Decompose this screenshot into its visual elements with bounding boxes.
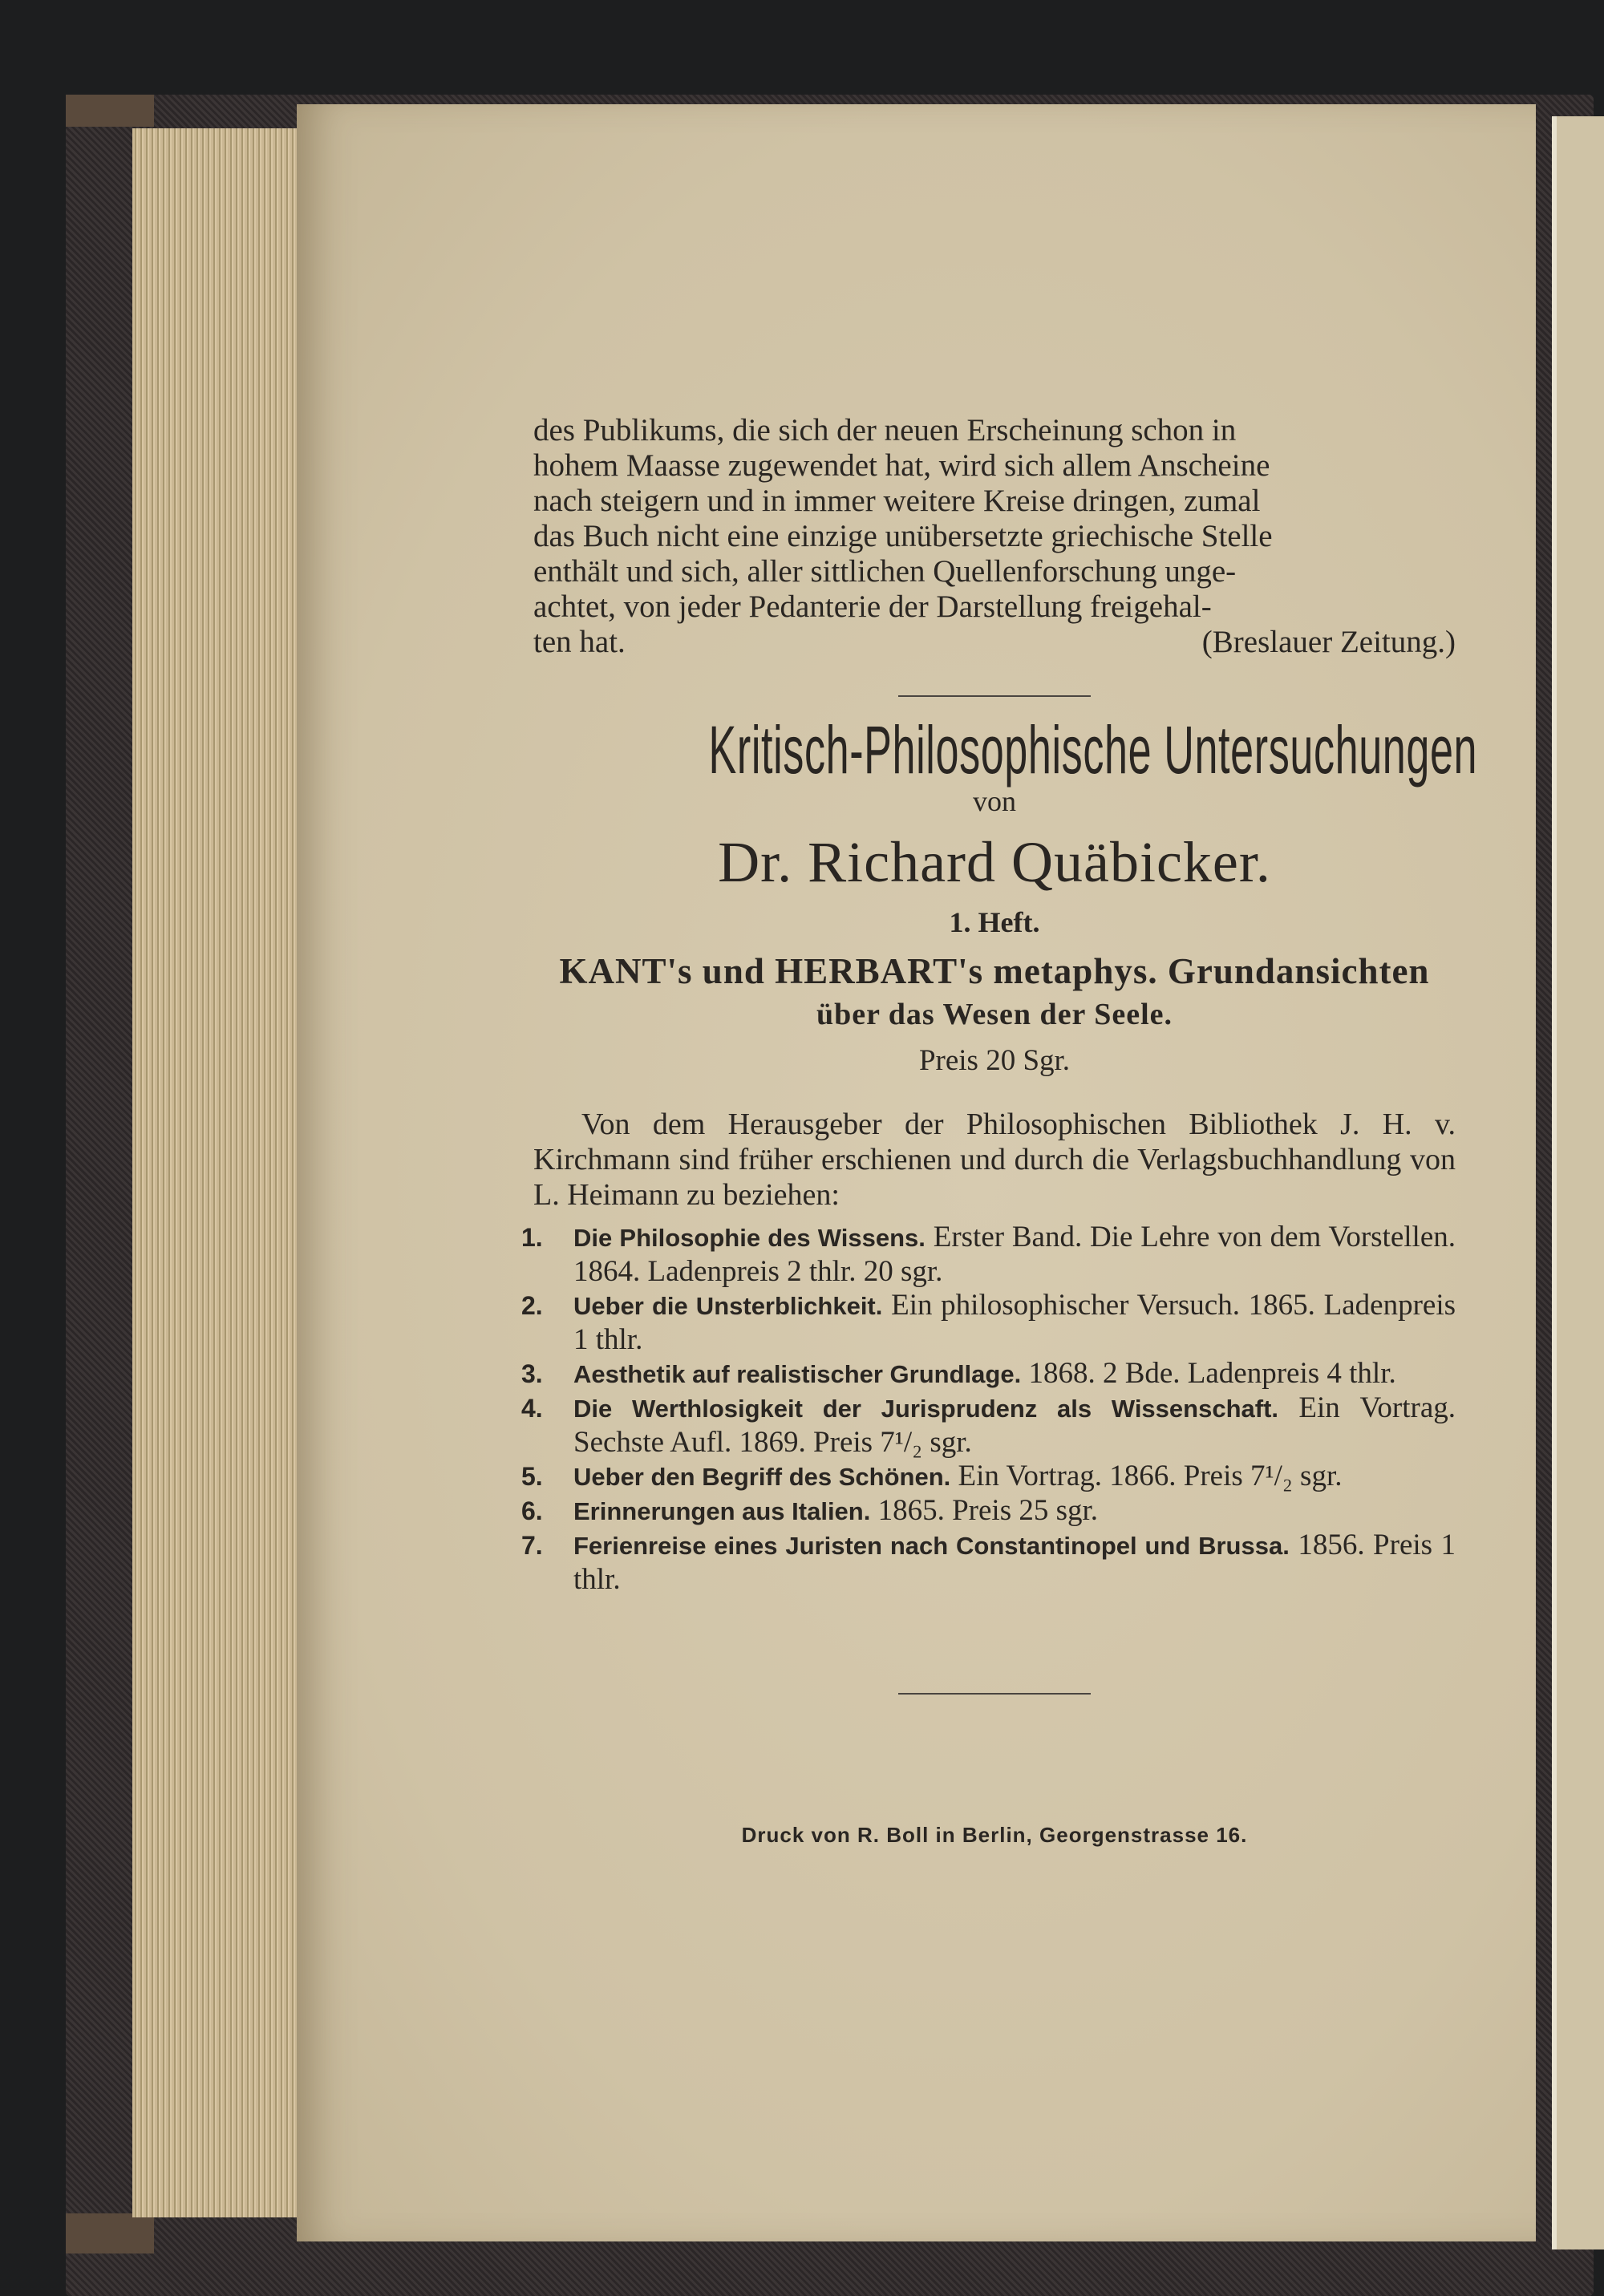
book-subtitle: KANT's und HERBART's metaphys. Grundansichten [559,951,1430,991]
item-title: Aesthetik auf realistischer Grundlage. [573,1360,1022,1388]
works-list [521,1221,1456,1597]
printer-imprint: Druck von R. Boll in Berlin, Georgenstrasse 16. [741,1823,1248,1847]
list-item [521,1289,1456,1357]
intro-paragraph: Von dem Herausgeber der Philosophischen Bibliothek J. H. v. Kirchmann sind früher erschienen und durch die Verlagsbuchhandlung von L. Heimann zu beziehen: [533,1108,1456,1212]
list-item [521,1357,1456,1391]
cover-corner-top [66,95,154,127]
item-number: 3. [521,1359,543,1388]
item-number: 6. [521,1496,543,1525]
item-details: 1856. Preis 1 thlr. [573,1529,1456,1596]
list-item [521,1221,1456,1289]
book-subtitle-2: über das Wesen der Seele. [816,998,1173,1031]
list-item [521,1391,1456,1460]
paragraph-line: nach steigern und in immer weitere Kreise dringen, zumal [533,484,1261,518]
citation-source: (Breslauer Zeitung.) [1201,625,1456,659]
paragraph-line: das Buch nicht eine einzige unübersetzte griechische Stelle [533,519,1273,553]
item-number: 4. [521,1394,543,1423]
item-title: Die Werthlosigkeit der Jurisprudenz als Wissenschaft. [573,1395,1279,1423]
item-title: Ferienreise eines Juristen nach Constantinopel und Brussa. [573,1532,1290,1560]
item-details: Erster Band. Die Lehre von dem Vorstellen. 1864. Ladenpreis 2 thlr. 20 sgr. [573,1221,1456,1288]
item-number: 7. [521,1531,543,1560]
item-details: 1868. 2 Bde. Ladenpreis 4 thlr. [1028,1357,1396,1390]
item-number: 5. [521,1462,543,1491]
item-number: 2. [521,1291,543,1320]
by-line: von [973,785,1016,817]
book-title: Kritisch-Philosophische Untersuchungen [708,712,1478,788]
paragraph-line: des Publikums, die sich der neuen Erscheinung schon in [533,413,1237,447]
previous-paragraph [533,413,1456,660]
item-details: Ein philosophischer Versuch. 1865. Ladenpreis 1 thlr. [573,1289,1456,1356]
item-title: Ueber die Unsterblichkeit. [573,1292,883,1320]
part-number: 1. Heft. [949,906,1040,938]
paragraph-line: hohem Maasse zugewendet hat, wird sich allem Anscheine [533,448,1270,483]
item-title: Die Philosophie des Wissens. [573,1224,926,1252]
list-item [521,1529,1456,1597]
paragraph-end: ten hat. [533,625,626,659]
author-name: Dr. Richard Quäbicker. [718,830,1271,894]
list-item [521,1494,1456,1529]
page-content [521,413,1478,1848]
item-title: Erinnerungen aus Italien. [573,1497,871,1525]
list-item [521,1460,1456,1494]
page-edges [132,128,325,2217]
item-details: Ein Vortrag. 1866. Preis 7¹/₂ sgr. [958,1460,1343,1492]
book-price: Preis 20 Sgr. [918,1044,1071,1077]
item-details: Ein Vortrag. Sechste Aufl. 1869. Preis 7¹/₂ sgr. [573,1391,1456,1459]
paragraph-line: achtet, von jeder Pedanterie der Darstellung freigehal- [533,589,1212,624]
item-title: Ueber den Begriff des Schönen. [573,1463,951,1491]
cover-corner-bottom [66,2213,154,2253]
item-number: 1. [521,1223,543,1252]
paragraph-line: enthält und sich, aller sittlichen Quellenforschung unge- [533,554,1237,589]
facing-page-edge [1552,116,1604,2249]
item-details: 1865. Preis 25 sgr. [877,1494,1099,1527]
paragraph-last-line [533,625,1456,660]
